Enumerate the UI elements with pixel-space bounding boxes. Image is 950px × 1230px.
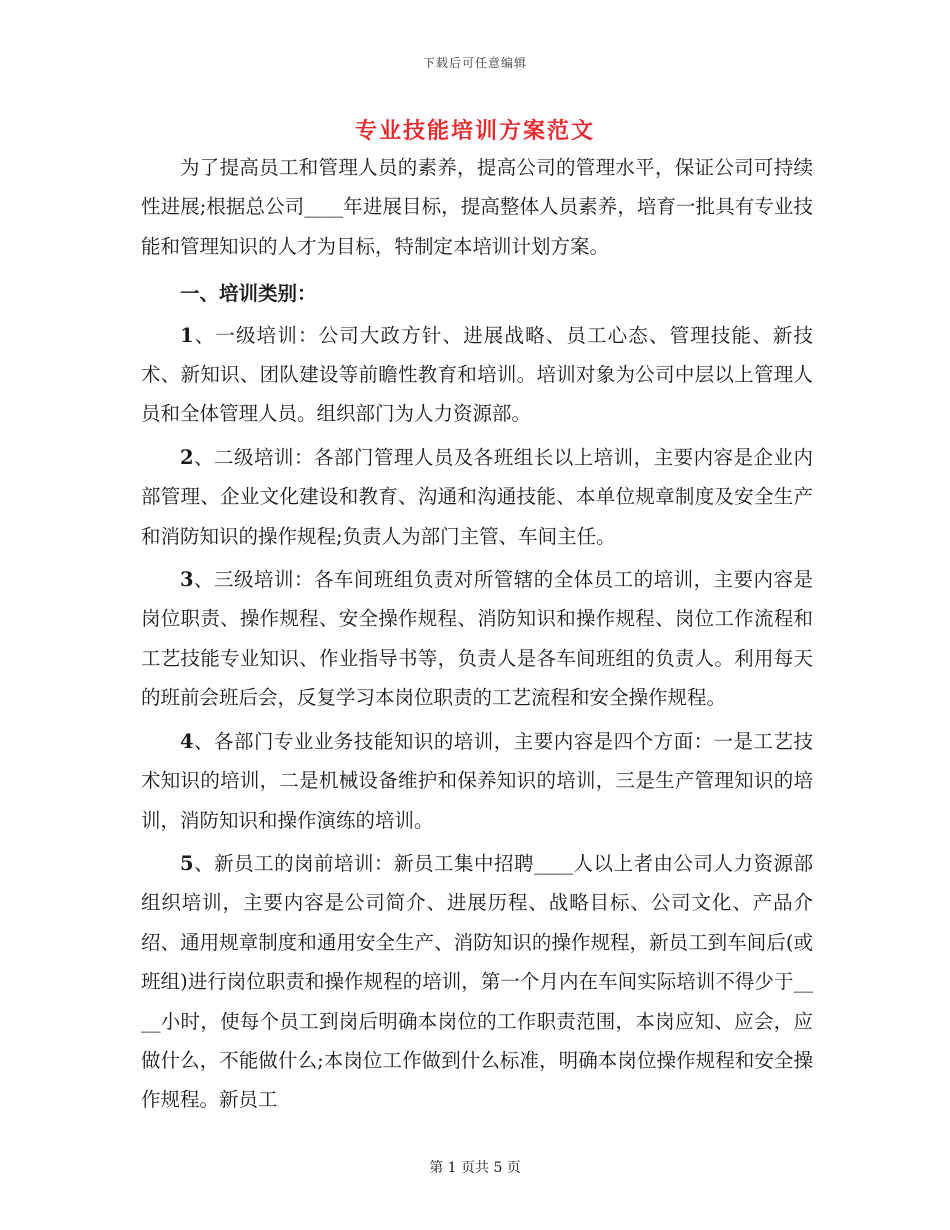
page-header-note: 下载后可任意编辑 xyxy=(422,56,527,70)
item-number: 2 xyxy=(180,445,194,469)
item-text: 、一级培训：公司大政方针、进展战略、员工心态、管理技能、新技术、新知识、团队建设等前瞻性教育和培训。培训对象为公司中层以上管理人员和全体管理人员。组织部门为人力资源部。 xyxy=(141,323,813,426)
page-number: 第 1 页共 5 页 xyxy=(429,1160,521,1176)
intro-paragraph: 为了提高员工和管理人员的素养，提高公司的管理水平，保证公司可持续性进展;根据总公司____年进展目标，提高整体人员素养，培育一批具有专业技能和管理知识的人才为目标，特制定本培训计划方案。 xyxy=(141,156,813,258)
item-text: 、二级培训：各部门管理人员及各班组长以上培训，主要内容是企业内部管理、企业文化建设和教育、沟通和沟通技能、本单位规章制度及安全生产和消防知识的操作规程;负责人为部门主管、车间主任。 xyxy=(141,445,813,548)
item-text: 、三级培训：各车间班组负责对所管辖的全体员工的培训，主要内容是岗位职责、操作规程、安全操作规程、消防知识和操作规程、岗位工作流程和工艺技能专业知识、作业指导书等，负责人是各车间班组的负责人。利用每天的班前会班后会，反复学习本岗位职责的工艺流程和安全操作规程。 xyxy=(141,568,813,710)
list-item xyxy=(141,722,813,840)
item-number: 3 xyxy=(180,568,194,592)
document-body xyxy=(141,148,813,1124)
item-number: 5 xyxy=(180,851,194,875)
list-item xyxy=(141,438,813,556)
document-title: 专业技能培训方案范文 xyxy=(354,118,595,144)
item-text: 、各部门专业业务技能知识的培训，主要内容是四个方面：一是工艺技术知识的培训，二是机械设备维护和保养知识的培训，三是生产管理知识的培训，消防知识和操作演练的培训。 xyxy=(141,729,813,832)
list-item xyxy=(141,560,813,718)
list-item xyxy=(141,844,813,1120)
list-item xyxy=(141,316,813,434)
item-number: 1 xyxy=(180,323,194,347)
item-text: 、新员工的岗前培训：新员工集中招聘____人以上者由公司人力资源部组织培训，主要内容是公司简介、进展历程、战略目标、公司文化、产品介绍、通用规章制度和通用安全生产、消防知识的操作规程，新员工到车间后(或班组)进行岗位职责和操作规程的培训，第一个月内在车间实际培训不得少于____小时，使每个员工到岗后明确本岗位的工作职责范围，本岗应知、应会，应做什么，不能做什么;本岗位工作做到什么标准，明确本岗位操作规程和安全操作规程。新员工 xyxy=(141,851,813,1112)
section-heading-training-categories: 一、培训类别： xyxy=(180,282,317,306)
item-number: 4 xyxy=(180,729,194,753)
